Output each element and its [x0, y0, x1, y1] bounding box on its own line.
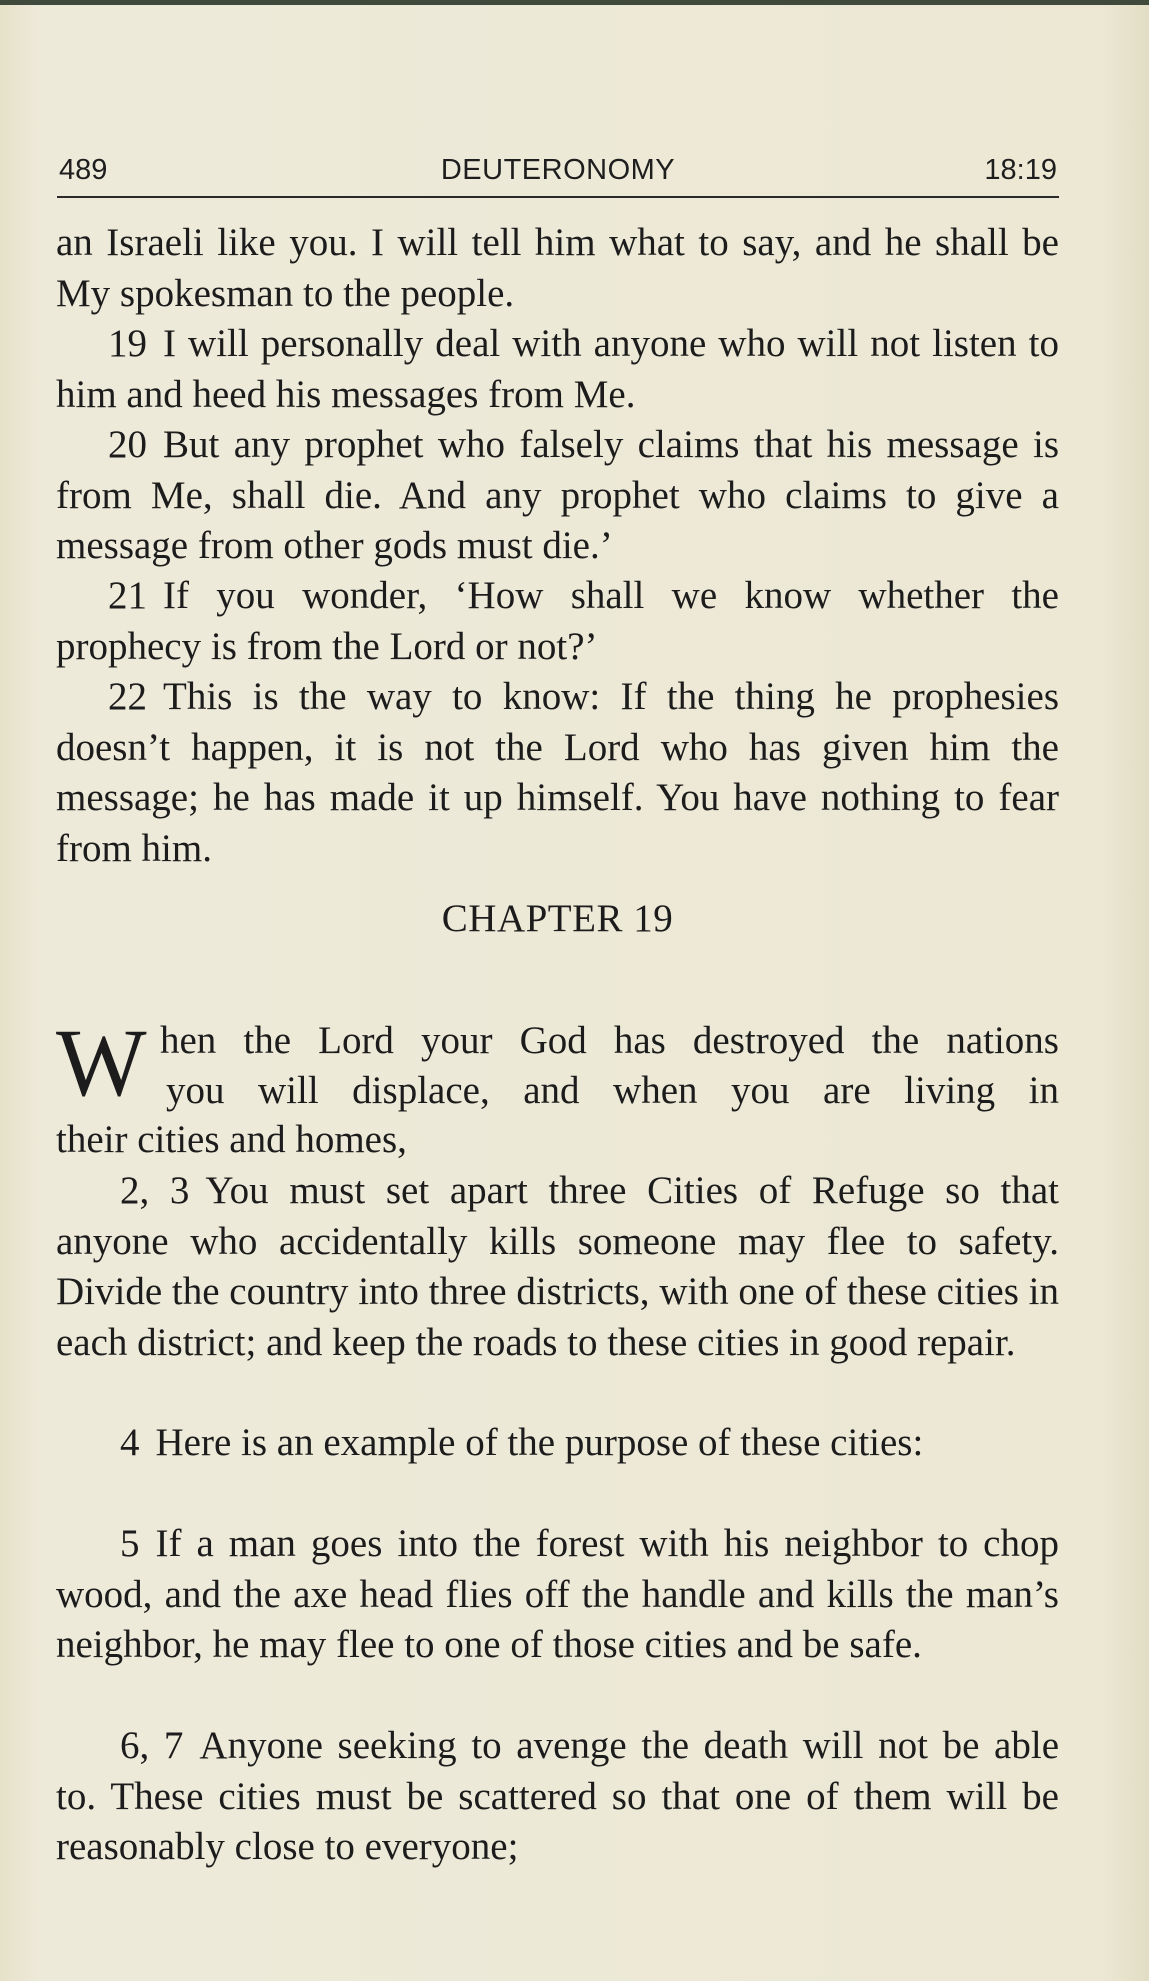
verse-text: This is the way to know: If the thing he prophesies doesn’t happen, it is not the Lord who has given him the message; he has made it up himself. You have nothing to fear from him. [56, 675, 1059, 870]
verse-18-20 [56, 420, 1059, 572]
running-header [57, 152, 1059, 198]
verse-text: But any prophet who falsely claims that his message is from Me, shall die. And any prophet who claims to give a message from other gods must die.’ [56, 423, 1059, 567]
verse-text: If you wonder, ‘How shall we know whether the prophecy is from the Lord or not?’ [56, 574, 1059, 668]
page-number: 489 [59, 154, 108, 186]
verse-number: 5 [120, 1522, 140, 1565]
verse-19-4 [56, 1418, 1059, 1469]
verse-number: 4 [120, 1421, 140, 1464]
verse-18-22 [56, 672, 1059, 874]
opening-line-1: hen the Lord your God has destroyed the nations [160, 1019, 1059, 1062]
page-top-edge [0, 0, 1149, 5]
verse-text: If a man goes into the forest with his neighbor to chop wood, and the axe head flies off the handle and kills the man’s neighbor, he may flee to one of those cities and be safe. [56, 1522, 1059, 1666]
verse-19-2-3 [56, 1166, 1059, 1368]
opening-continuation: their cities and homes, [56, 1118, 407, 1161]
chapter-verse-reference: 18:19 [984, 154, 1057, 186]
drop-cap: W [56, 1009, 147, 1116]
verse-number: 20 [108, 423, 147, 466]
continuation-paragraph: an Israeli like you. I will tell him what to say, and he shall be My spokesman to the people. [56, 221, 1059, 315]
chapter-heading: CHAPTER 19 [441, 897, 674, 940]
verse-text: Anyone seeking to avenge the death will not be able to. These cities must be scattered so that one of them will be reasonably close to everyone; [56, 1724, 1060, 1868]
verse-text: You must set apart three Cities of Refuge so that anyone who accidentally kills someone may flee to safety. Divide the country into three districts, with one of these cities in each district; and keep the roads to these cities in good repair. [56, 1169, 1060, 1364]
verse-19-6-7 [56, 1721, 1059, 1873]
verse-number: 21 [108, 574, 147, 617]
verse-number: 2, 3 [120, 1169, 190, 1212]
verse-number: 6, 7 [120, 1724, 184, 1767]
verse-text: I will personally deal with anyone who will not listen to him and heed his messages from Me. [56, 322, 1059, 416]
book-title: DEUTERONOMY [440, 154, 676, 186]
verse-18-21 [56, 571, 1059, 672]
verse-19-5 [56, 1519, 1059, 1671]
verse-number: 22 [108, 675, 147, 718]
verse-number: 19 [108, 322, 147, 365]
verse-18-19 [56, 319, 1059, 420]
opening-line-2: you will displace, and when you are living in [166, 1069, 1059, 1112]
verse-text: Here is an example of the purpose of these cities: [155, 1421, 924, 1464]
